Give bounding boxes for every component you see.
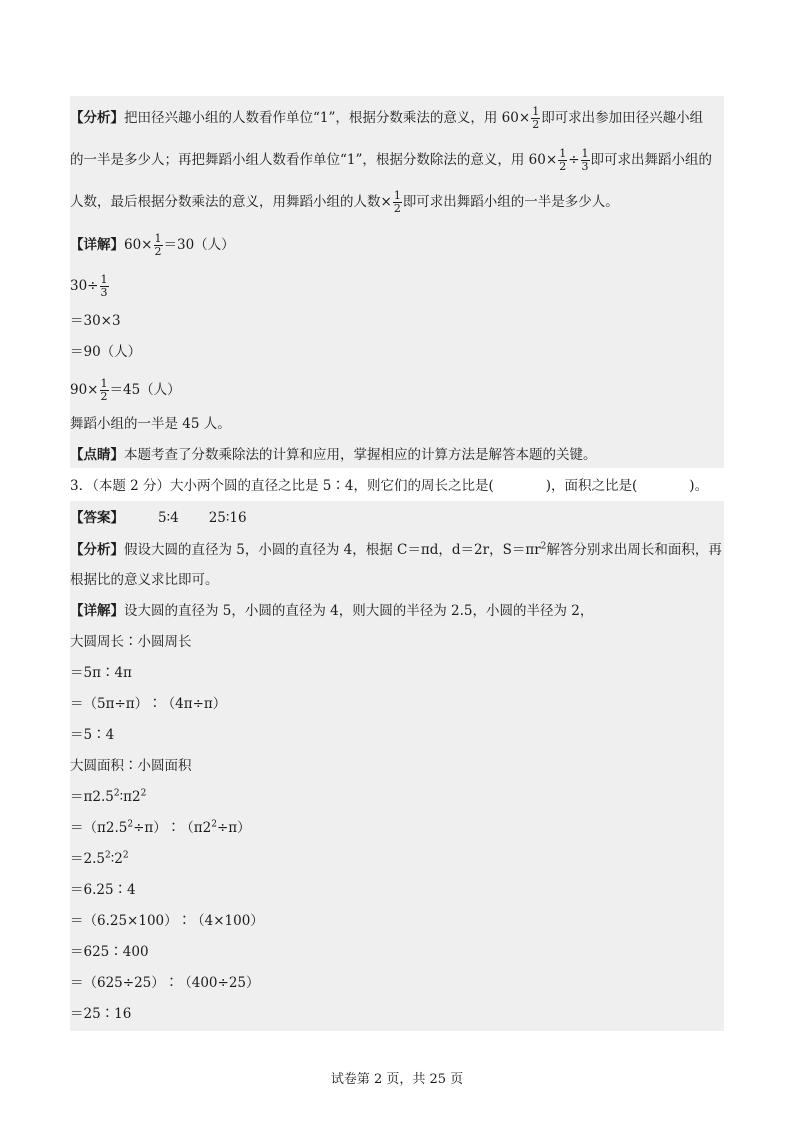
fraction-one-half: $\frac{1}{2}$: [393, 189, 401, 215]
analysis1-text: 的一半是多少人；再把舞蹈小组人数看作单位“1”，根据分数除法的意义，用 60×: [70, 152, 558, 168]
analysis1-text: 即可求出舞蹈小组的一半是多少人。: [402, 194, 619, 210]
analysis1-line2: 的一半是多少人；再把舞蹈小组人数看作单位“1”，根据分数除法的意义，用 60× $\frac{1}{2}$ ÷ $\frac{1}{3}$ 即可求出舞蹈小组的: [70, 147, 712, 173]
detail-tag: 【详解】: [70, 603, 124, 619]
detail1-conclusion: 舞蹈小组的一半是 45 人。: [70, 416, 231, 432]
detail1-line3: ＝30×3: [70, 313, 121, 329]
question3-line: 3．（本题 2 分）大小两个圆的直径之比是 5∶4，则它们的周长之比是( )，面积之比是( )。: [70, 478, 709, 494]
analysis1-text: 即可求出舞蹈小组的: [590, 152, 712, 168]
area-step-2: $=(\pi 2.5^2\div\pi)∶(\pi 2^2\div\pi)$: [70, 819, 251, 836]
analysis1-line1: [70, 106, 703, 131]
analysis1-text: 即可求出参加田径兴趣小组: [541, 110, 704, 126]
comment1-line: 【点睛】本题考查了分数乘除法的计算和应用，掌握相应的计算方法是解答本题的关键。: [70, 447, 597, 463]
detail1-line1: 【详解】60× $\frac{1}{2}$ ＝30（人）: [70, 232, 235, 258]
comment-tag: 【点睛】: [70, 447, 124, 463]
fraction-one-third: $\frac{1}{3}$: [581, 147, 589, 173]
area-step-6: ＝625∶400: [70, 944, 149, 960]
page-footer: 试卷第 2 页，共 25 页: [330, 1072, 464, 1087]
fraction-one-half: $\frac{1}{2}$: [532, 105, 540, 131]
analysis1-text: 人数，最后根据分数乘法的意义，用舞蹈小组的人数×: [70, 194, 392, 210]
area-ratio-title: 大圆面积∶小圆面积: [70, 758, 192, 774]
detail-tag: 【详解】: [70, 237, 124, 253]
answer-value-perimeter: 5∶4: [158, 510, 179, 526]
fraction-one-half: $\frac{1}{2}$: [100, 377, 108, 403]
area-step-4: ＝6.25∶4: [70, 882, 136, 898]
analysis-tag: 【分析】: [70, 110, 124, 126]
analysis1-text: 把田径兴趣小组的人数看作单位“1”，根据分数乘法的意义，用 60×: [124, 110, 531, 126]
fraction-one-third: $\frac{1}{3}$: [100, 273, 108, 299]
detail3-line1: 【详解】设大圆的直径为 5，小圆的直径为 4，则大圆的半径为 2.5，小圆的半径为 2，: [70, 603, 594, 619]
perimeter-step-1: ＝5π∶4π: [70, 665, 132, 681]
analysis-tag: 【分析】: [70, 542, 124, 558]
detail1-line2: 30÷ $\frac{1}{3}$: [70, 273, 108, 299]
perimeter-ratio-title: 大圆周长∶小圆周长: [70, 634, 192, 650]
analysis3-line2: 根据比的意义求比即可。: [70, 572, 219, 588]
analysis3-line1: 【分析】假设大圆的直径为 5，小圆的直径为 4，根据 C＝πd，d＝2r，$S=\pi r^2$解答分别求出周长和面积，再: [70, 541, 722, 558]
area-step-1: $=\pi 2.5^2∶\pi 2^2$: [70, 788, 147, 805]
area-step-7: ＝（625÷25）∶（400÷25）: [70, 975, 260, 991]
perimeter-step-3: ＝5∶4: [70, 727, 115, 743]
area-step-3: $=2.5^2∶2^2$: [70, 850, 129, 867]
answer3-line: [70, 508, 247, 528]
area-step-5: ＝（6.25×100）∶（4×100）: [70, 913, 264, 929]
detail1-line5: 90× $\frac{1}{2}$ ＝45（人）: [70, 377, 181, 403]
perimeter-step-2: ＝（5π÷π）∶（4π÷π）: [70, 696, 227, 712]
answer-value-area: 25∶16: [208, 510, 247, 526]
fraction-one-half: $\frac{1}{2}$: [154, 232, 162, 258]
analysis1-line3: [70, 190, 619, 215]
detail1-line4: ＝90（人）: [70, 344, 142, 360]
fraction-one-half: $\frac{1}{2}$: [559, 147, 567, 173]
area-step-8: ＝25∶16: [70, 1006, 132, 1022]
answer-tag: 【答案】: [70, 510, 124, 526]
